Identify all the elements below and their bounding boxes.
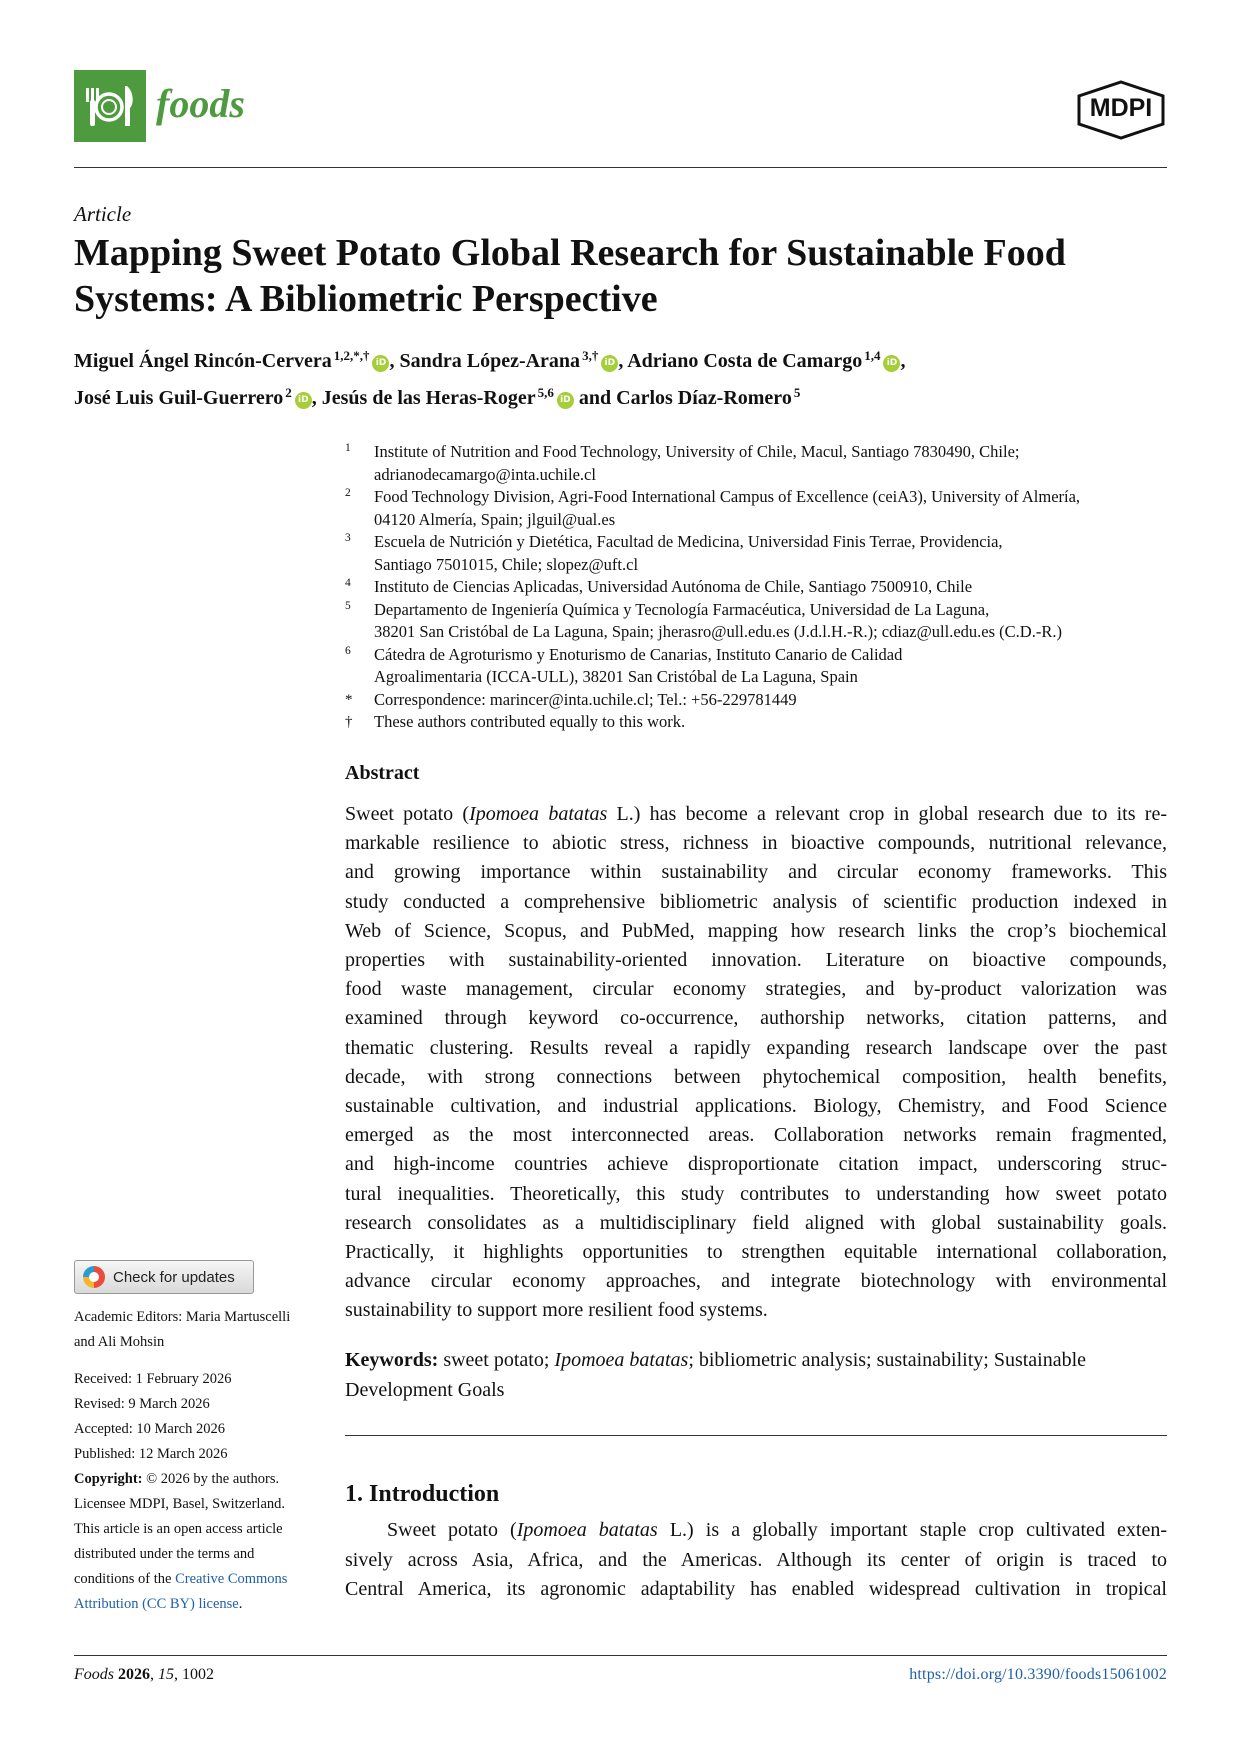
affiliation-item — [345, 576, 1167, 599]
citation-year: 2026 — [118, 1666, 150, 1683]
check-for-updates-button[interactable] — [74, 1260, 254, 1294]
mdpi-logo — [1075, 80, 1167, 140]
conditions-prefix: conditions of the — [74, 1571, 176, 1587]
author-affiliation-marks: 5 — [793, 385, 801, 400]
affiliation-item — [345, 644, 1167, 689]
species-name: Ipomoea batatas — [469, 803, 608, 825]
affiliation-item — [345, 441, 1167, 486]
paragraph-line: sively across Asia, Africa, and the Americas. Although its center of origin is traced to — [345, 1548, 1167, 1571]
abstract-line: properties with sustainability-oriented innovation. Literature on bioactive compounds, — [345, 949, 1167, 972]
footer-divider — [74, 1655, 1167, 1656]
cc-license-link[interactable]: Attribution (CC BY) license — [74, 1596, 239, 1612]
copyright-line: distributed under the terms and — [74, 1546, 255, 1562]
copyright-line — [74, 1567, 324, 1592]
abstract-line: research consolidates as a multidisciplinary field aligned with global sustainability goals. — [345, 1211, 1167, 1234]
header-divider — [74, 167, 1167, 168]
affiliation-mark: 1 — [345, 442, 351, 454]
abstract-line: food waste management, circular economy strategies, and by-product valorization was — [345, 978, 1167, 1001]
affiliation-text: Food Technology Division, Agri-Food International Campus of Excellence (ceiA3), University of Almería, — [374, 487, 1081, 506]
affiliation-item — [345, 531, 1167, 576]
accepted-date: Accepted: 10 March 2026 — [74, 1421, 225, 1437]
affiliation-text: These authors contributed equally to this work. — [374, 712, 686, 731]
title-line: Systems: A Bibliometric Perspective — [74, 278, 658, 320]
keywords-label: Keywords: — [345, 1349, 439, 1371]
abstract-line: decade, with strong connections between phytochemical composition, health benefits, — [345, 1065, 1167, 1088]
abstract-line: tural inequalities. Theoretically, this study contributes to understanding how sweet potato — [345, 1182, 1167, 1205]
author-name: and Carlos Díaz-Romero — [578, 387, 792, 409]
affiliation-item — [345, 689, 1167, 712]
published-date: Published: 12 March 2026 — [74, 1446, 228, 1462]
doi-link[interactable]: https://doi.org/10.3390/foods15061002 — [909, 1666, 1167, 1683]
editors-line: Academic Editors: Maria Martuscelli — [74, 1309, 291, 1325]
affiliation-text: 38201 San Cristóbal de La Laguna, Spain; jherasro@ull.edu.es (J.d.l.H.-R.); cdiaz@ull.edu.es (C.D.-R.) — [374, 622, 1062, 641]
abstract-line: study conducted a comprehensive bibliometric analysis of scientific production indexed in — [345, 890, 1167, 913]
affiliation-mark: 4 — [345, 577, 351, 589]
copyright-label: Copyright: — [74, 1471, 143, 1487]
abstract-line: Practically, it highlights opportunities to strengthen equitable international collaboration, — [345, 1241, 1167, 1264]
abstract-line: thematic clustering. Results reveal a rapidly expanding research landscape over the past — [345, 1036, 1167, 1059]
affiliation-text: adrianodecamargo@inta.uchile.cl — [374, 464, 596, 484]
article-number: , 1002 — [174, 1666, 214, 1683]
affiliation-text: Escuela de Nutrición y Dietética, Facultad de Medicina, Universidad Finis Terrae, Providencia, — [374, 532, 1003, 551]
author-affiliation-marks: 1,4 — [864, 348, 881, 363]
copyright-line: This article is an open access article — [74, 1521, 283, 1537]
journal-logo-icon — [74, 70, 146, 142]
copyright-first: © 2026 by the authors. — [142, 1471, 280, 1487]
orcid-icon: iD — [295, 392, 312, 409]
revised-date: Revised: 9 March 2026 — [74, 1396, 210, 1412]
abstract-line: advance circular economy approaches, and integrate biotechnology with environmental — [345, 1270, 1167, 1293]
journal-name: foods — [156, 81, 245, 126]
abstract-line: and growing importance within sustainability and circular economy frameworks. This — [345, 861, 1167, 884]
copyright-line: Licensee MDPI, Basel, Switzerland. — [74, 1496, 286, 1512]
orcid-icon: iD — [883, 355, 900, 372]
abstract-line: markable resilience to abiotic stress, richness in bioactive compounds, nutritional relevance, — [345, 832, 1167, 855]
article-title — [74, 230, 1167, 322]
citation: Foods 2026, 15, 1002 — [74, 1666, 214, 1683]
publisher-name: MDPI — [1089, 94, 1153, 122]
journal-abbrev: Foods — [74, 1666, 114, 1683]
affiliation-text: Instituto de Ciencias Aplicadas, Universidad Autónoma de Chile, Santiago 7500910, Chile — [374, 577, 973, 596]
author-affiliation-marks: 5,6 — [537, 385, 554, 400]
period: . — [238, 1596, 243, 1612]
affiliation-mark: 6 — [345, 644, 351, 657]
section-divider — [345, 1435, 1167, 1436]
received-date: Received: 1 February 2026 — [74, 1371, 232, 1387]
keywords — [345, 1346, 1167, 1405]
author-affiliation-marks: 3,† — [582, 348, 599, 363]
abstract-line: and high-income countries achieve disproportionate citation impact, underscoring struc- — [345, 1153, 1167, 1176]
affiliation-item — [345, 599, 1167, 644]
abstract-line: sustainability to support more resilient food systems. — [345, 1299, 768, 1322]
affiliation-mark: 5 — [345, 599, 351, 612]
author-name: José Luis Guil-Guerrero — [74, 387, 284, 409]
affiliation-mark: † — [345, 714, 353, 730]
introduction-text — [345, 1516, 1167, 1605]
copyright-notice — [74, 1467, 324, 1617]
academic-editors — [74, 1305, 324, 1355]
author-affiliation-marks: 1,2,*,† — [333, 348, 370, 363]
plate-cutlery-icon — [74, 70, 146, 142]
affiliation-text: Agroalimentaria (ICCA-ULL), 38201 San Cristóbal de La Laguna, Spain — [374, 667, 858, 686]
cc-license-link[interactable]: Creative Commons — [175, 1571, 288, 1587]
affiliation-text: Departamento de Ingeniería Química y Tecnología Farmacéutica, Universidad de La Laguna, — [374, 599, 990, 619]
abstract-line: Web of Science, Scopus, and PubMed, mapping how research links the crop’s biochemical — [345, 919, 1167, 942]
author-list — [74, 340, 1167, 414]
copyright-line — [74, 1467, 324, 1492]
affiliation-mark: * — [345, 691, 353, 708]
abstract-line: sustainable cultivation, and industrial applications. Biology, Chemistry, and Food Science — [345, 1095, 1167, 1118]
title-line: Mapping Sweet Potato Global Research for Sustainable Food — [74, 232, 1066, 274]
affiliation-mark: 3 — [345, 532, 351, 544]
affiliation-text: Cátedra de Agroturismo y Enoturismo de Canarias, Instituto Canario de Calidad — [374, 644, 903, 664]
species-name: Ipomoea batatas — [516, 1519, 658, 1541]
abstract-text — [345, 800, 1167, 1326]
publication-dates — [74, 1367, 324, 1467]
keywords-line: Development Goals — [345, 1378, 505, 1401]
author-name: Adriano Costa de Camargo — [627, 350, 863, 372]
keywords-line: Keywords: sweet potato; Ipomoea batatas; bibliometric analysis; sustainability; Sustainable — [345, 1349, 1087, 1371]
affiliation-item — [345, 711, 1167, 734]
affiliation-item — [345, 486, 1167, 531]
abstract-heading: Abstract — [345, 762, 420, 784]
orcid-icon: iD — [601, 355, 618, 372]
species-name: Ipomoea batatas — [554, 1349, 689, 1371]
author-name: Sandra López-Arana — [399, 350, 581, 372]
citation-volume: 15 — [158, 1666, 174, 1683]
affiliations — [345, 441, 1167, 734]
affiliation-text: Institute of Nutrition and Food Technology, University of Chile, Macul, Santiago 7830490, Chile; — [374, 442, 1020, 461]
author-line: Miguel Ángel Rincón-Cervera $^{1,2,*,\dagger}$ iD , Sandra López-Arana $^{3,\dagger}$ iD , Adriano Costa de Camargo $^{1,4}$ iD , — [74, 348, 906, 372]
author-line: José Luis Guil-Guerrero $^2$ iD , Jesús de las Heras-Roger $^{5,6}$ iD and Carlos Díaz-Romero $^5$ — [74, 385, 801, 409]
affiliation-mark: 2 — [345, 487, 351, 499]
abstract-line: Sweet potato (Ipomoea batatas L.) has become a relevant crop in global research due to its re- — [345, 803, 1167, 825]
paragraph-line: Sweet potato (Ipomoea batatas L.) is a globally important staple crop cultivated exten- — [387, 1519, 1168, 1541]
crossmark-icon — [83, 1266, 105, 1288]
check-for-updates-label: Check for updates — [113, 1268, 235, 1286]
abstract-line: emerged as the most interconnected areas. Collaboration networks remain fragmented, — [345, 1124, 1167, 1147]
author-name: Miguel Ángel Rincón-Cervera — [74, 350, 332, 372]
paragraph-line: Central America, its agronomic adaptability has enabled widespread cultivation in tropical — [345, 1578, 1167, 1600]
section-heading: 1. Introduction — [345, 1481, 500, 1507]
affiliation-text: Correspondence: marincer@inta.uchile.cl; Tel.: +56-229781449 — [374, 689, 797, 709]
orcid-icon: iD — [372, 355, 389, 372]
affiliation-text: Santiago 7501015, Chile; slopez@uft.cl — [374, 554, 639, 574]
author-affiliation-marks: 2 — [285, 385, 292, 400]
article-type: Article — [74, 202, 132, 226]
editors-line: and Ali Mohsin — [74, 1334, 165, 1350]
abstract-line: examined through keyword co-occurrence, authorship networks, citation patterns, and — [345, 1007, 1167, 1030]
orcid-icon: iD — [557, 392, 574, 409]
affiliation-text: 04120 Almería, Spain; jlguil@ual.es — [374, 509, 616, 529]
copyright-line — [74, 1592, 324, 1617]
author-name: Jesús de las Heras-Roger — [321, 387, 536, 409]
